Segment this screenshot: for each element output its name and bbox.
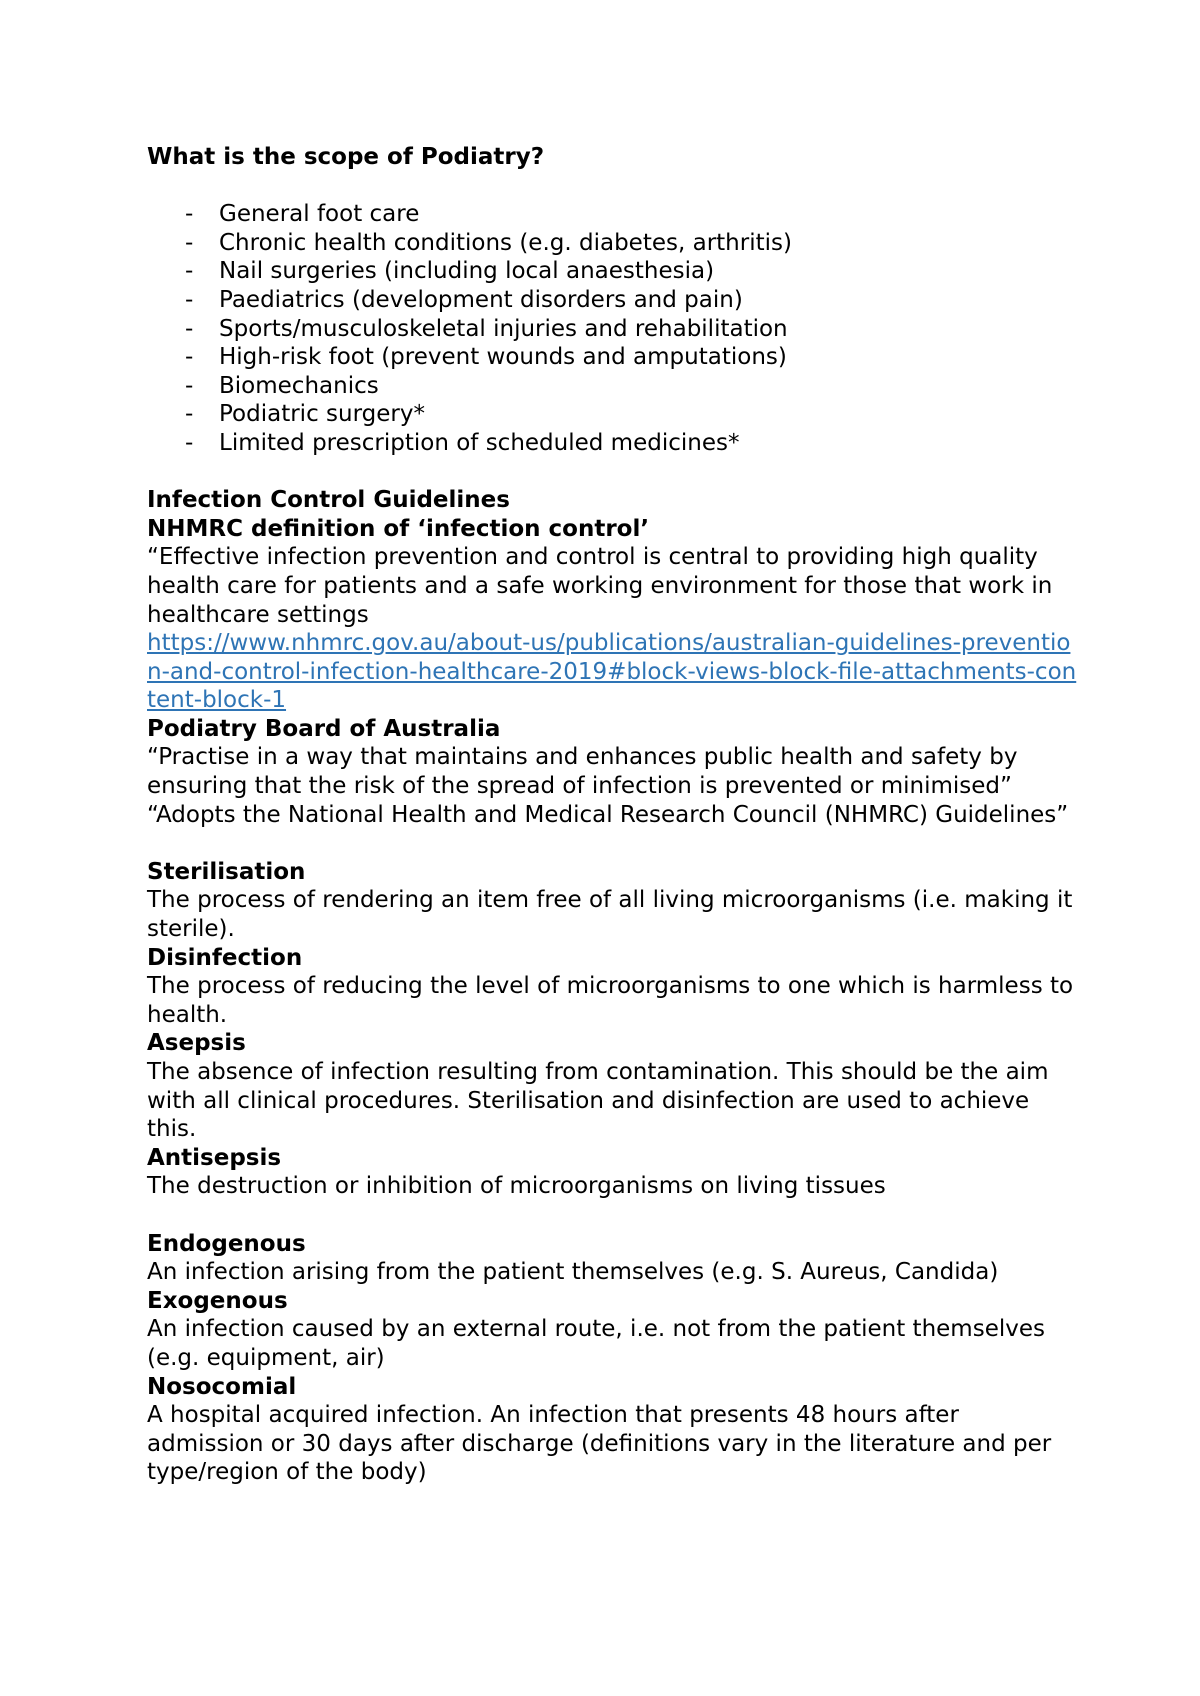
spacer bbox=[147, 1201, 1077, 1230]
list-item bbox=[147, 315, 1077, 344]
nhmrc-quote: “Effective infection prevention and control is central to providing high quality health care for patients and a safe working environment for those that work in healthcare settings bbox=[147, 544, 1053, 628]
board-quote-practise: “Practise in a way that maintains and enhances public health and safety by ensuring that the risk of the spread of infection is prevented or minimised” bbox=[147, 744, 1018, 800]
list-marker: - bbox=[185, 258, 194, 285]
list-item bbox=[147, 429, 1077, 458]
list-marker: - bbox=[185, 201, 194, 228]
scope-list bbox=[147, 200, 1077, 457]
list-marker: - bbox=[185, 286, 194, 313]
term-endogenous: Endogenous bbox=[147, 1230, 306, 1257]
list-item bbox=[147, 229, 1077, 258]
infection-control-heading: Infection Control Guidelines bbox=[147, 487, 510, 514]
list-item bbox=[147, 400, 1077, 429]
list-item-text: Nail surgeries (including local anaesthesia) bbox=[219, 258, 715, 285]
nhmrc-guidelines-link[interactable]: https://www.nhmrc.gov.au/about-us/publications/australian-guidelines-prevention-and-control-infection-healthcare-2019#block-views-block-file-attachments-content-block-1 bbox=[147, 630, 1077, 714]
list-item-text: General foot care bbox=[219, 201, 420, 228]
list-item bbox=[147, 343, 1077, 372]
definition-antisepsis: The destruction or inhibition of microorganisms on living tissues bbox=[147, 1173, 886, 1200]
definition-sterilisation: The process of rendering an item free of all living microorganisms (i.e. making it sterile). bbox=[147, 887, 1073, 943]
list-item-text: High-risk foot (prevent wounds and amputations) bbox=[219, 344, 787, 371]
list-item bbox=[147, 200, 1077, 229]
term-antisepsis: Antisepsis bbox=[147, 1144, 282, 1171]
definition-asepsis: The absence of infection resulting from contamination. This should be the aim with all clinical procedures. Sterilisation and disinfection are used to achieve this. bbox=[147, 1059, 1049, 1143]
list-marker: - bbox=[185, 429, 194, 456]
list-item bbox=[147, 257, 1077, 286]
list-item bbox=[147, 286, 1077, 315]
term-sterilisation: Sterilisation bbox=[147, 858, 306, 885]
list-item-text: Paediatrics (development disorders and pain) bbox=[219, 286, 743, 313]
list-marker: - bbox=[185, 344, 194, 371]
spacer bbox=[147, 829, 1077, 858]
spacer bbox=[147, 458, 1077, 487]
page-title: What is the scope of Podiatry? bbox=[147, 144, 545, 170]
board-quote-adopts: “Adopts the National Health and Medical Research Council (NHMRC) Guidelines” bbox=[147, 801, 1069, 828]
list-item-text: Sports/musculoskeletal injuries and rehabilitation bbox=[219, 315, 788, 342]
list-marker: - bbox=[185, 229, 194, 256]
nhmrc-definition-heading: NHMRC definition of ‘infection control’ bbox=[147, 515, 650, 542]
definition-exogenous: An infection caused by an external route, i.e. not from the patient themselves (e.g. equipment, air) bbox=[147, 1316, 1045, 1371]
list-item-text: Chronic health conditions (e.g. diabetes, arthritis) bbox=[219, 229, 792, 256]
list-item-text: Limited prescription of scheduled medicines* bbox=[219, 429, 740, 456]
podiatry-board-heading: Podiatry Board of Australia bbox=[147, 715, 501, 742]
list-item-text: Biomechanics bbox=[219, 372, 379, 399]
list-item-text: Podiatric surgery* bbox=[219, 401, 425, 428]
definition-endogenous: An infection arising from the patient themselves (e.g. S. Aureus, Candida) bbox=[147, 1259, 999, 1286]
definition-nosocomial: A hospital acquired infection. An infection that presents 48 hours after admission or 30 days after discharge (definitions vary in the literature and per type/region of the body) bbox=[147, 1402, 1052, 1486]
list-marker: - bbox=[185, 315, 194, 342]
term-disinfection: Disinfection bbox=[147, 944, 303, 971]
spacer bbox=[147, 172, 1077, 201]
list-marker: - bbox=[185, 401, 194, 428]
term-asepsis: Asepsis bbox=[147, 1030, 246, 1057]
term-exogenous: Exogenous bbox=[147, 1287, 288, 1314]
list-item bbox=[147, 372, 1077, 401]
list-marker: - bbox=[185, 372, 194, 399]
term-nosocomial: Nosocomial bbox=[147, 1373, 297, 1400]
document-page bbox=[147, 143, 1077, 1487]
definition-disinfection: The process of reducing the level of microorganisms to one which is harmless to health. bbox=[147, 973, 1074, 1028]
